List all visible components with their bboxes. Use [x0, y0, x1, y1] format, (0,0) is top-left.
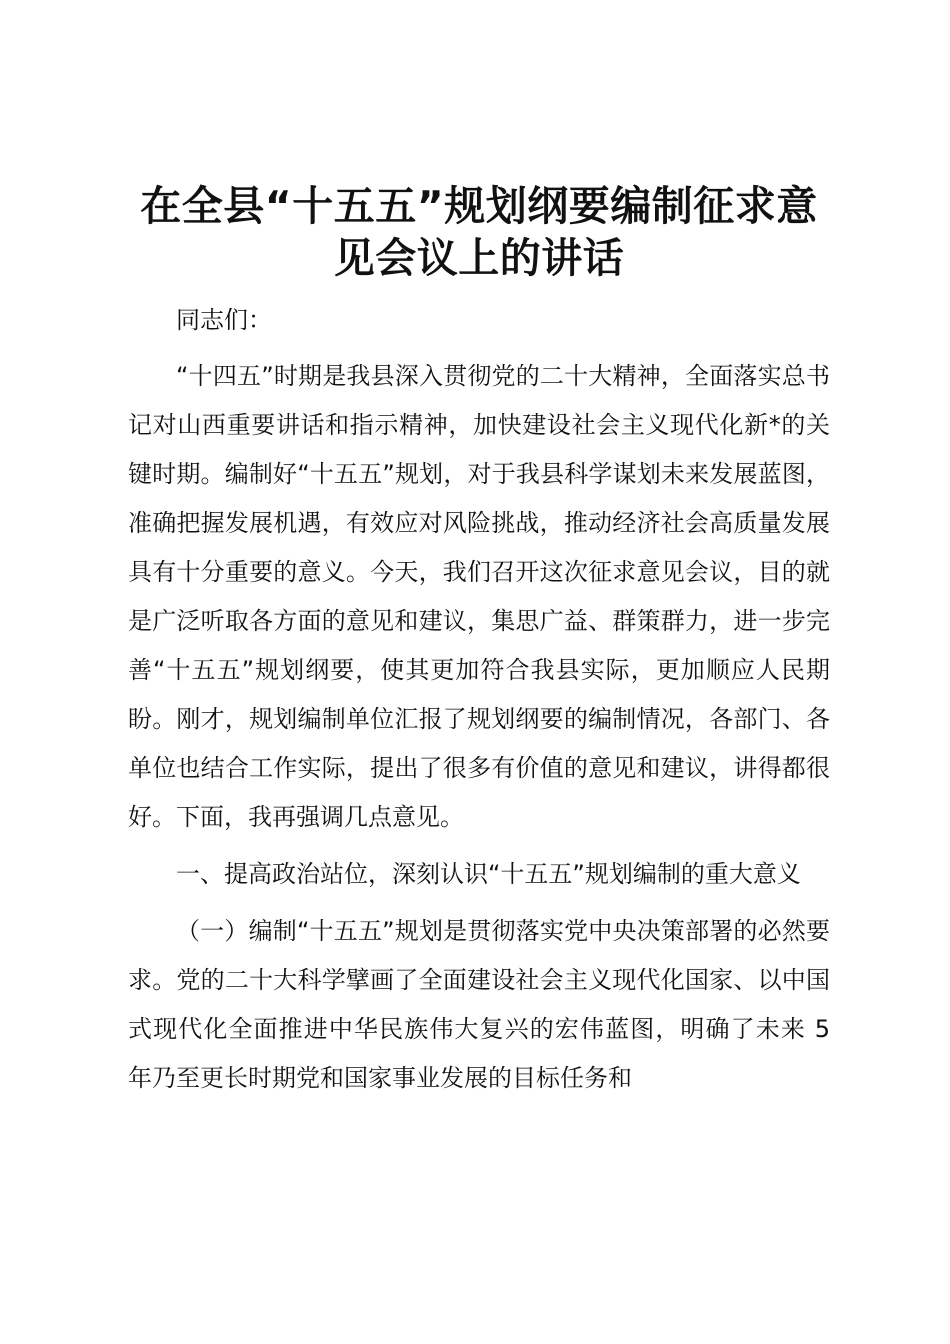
document-title: 在全县“十五五”规划纲要编制征求意见会议上的讲话 [140, 182, 818, 282]
document-page [128, 180, 830, 1103]
salutation: 同志们： [176, 306, 272, 334]
section-heading: 一、提高政治站位，深刻认识“十五五”规划编制的重大意义 [176, 860, 801, 888]
subsection-paragraph: （一）编制“十五五”规划是贯彻落实党中央决策部署的必然要求。党的二十大科学擘画了全面建设社会主义现代化国家、以中国式现代化全面推进中华民族伟大复兴的宏伟蓝图，明确了未来 5 年乃至更长时期党和国家事业发展的目标任务和 [128, 917, 830, 1092]
intro-paragraph: “十四五”时期是我县深入贯彻党的二十大精神，全面落实总书记对山西重要讲话和指示精神，加快建设社会主义现代化新*的关键时期。编制好“十五五”规划，对于我县科学谋划未来发展蓝图，准确把握发展机遇，有效应对风险挑战，推动经济社会高质量发展具有十分重要的意义。今天，我们召开这次征求意见会议，目的就是广泛听取各方面的意见和建议，集思广益、群策群力，进一步完善“十五五”规划纲要，使其更加符合我县实际，更加顺应人民期盼。刚才，规划编制单位汇报了规划纲要的编制情况，各部门、各单位也结合工作实际，提出了很多有价值的意见和建议，讲得都很好。下面，我再强调几点意见。 [128, 362, 830, 831]
